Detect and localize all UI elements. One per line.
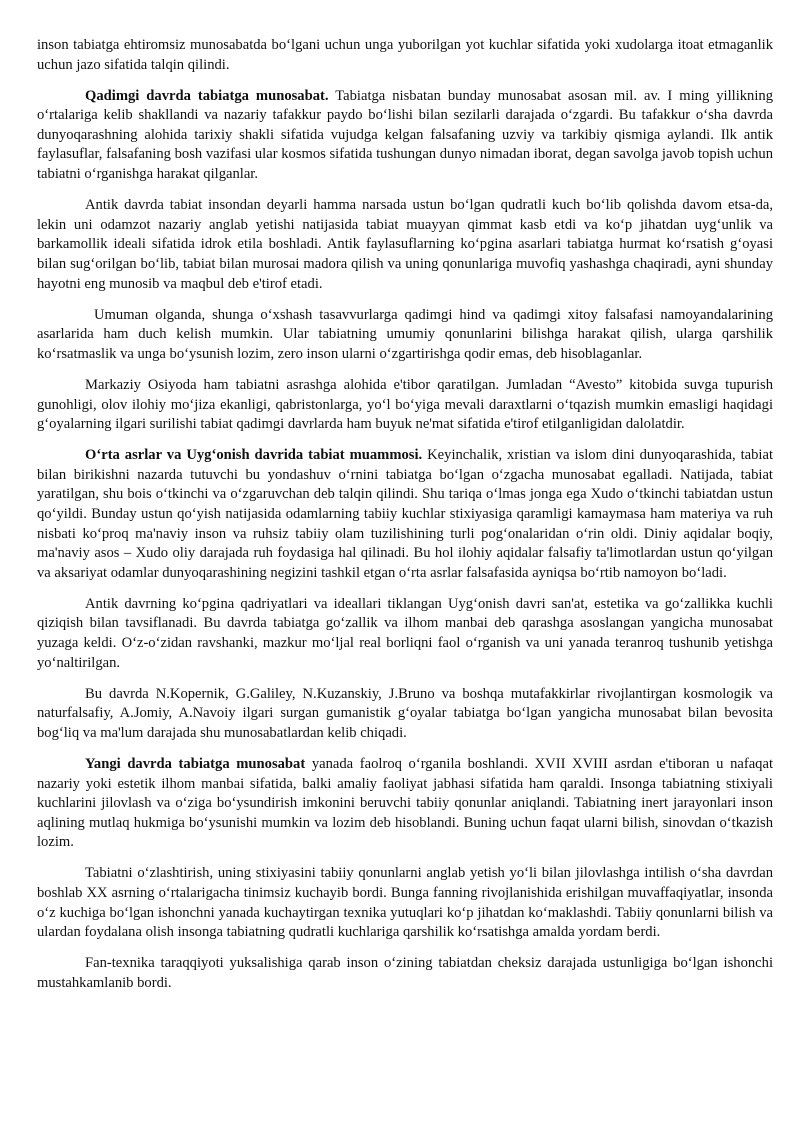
paragraph-10-text: Tabiatni o‘zlashtirish, uning stixiyasini tabiiy qonunlarni anglab yetish yo‘li bilan jilovlashga intilish o‘sha davrdan boshlab XX asrning o‘rtalarigacha tinimsiz kuchayib bordi. Bunga fanning rivojlanishida erishilgan muvaffaqiyatlar, insonda o‘z kuchiga bo‘lgan ishonchni yanada kuchaytirgan texnika yutuqlari ko‘p jihatdan ko‘maklashdi. Tabiiy qonunlarni bilish va ulardan foydalana olish insonga tabiatning qudratli kuchlariga qarshilik ko‘rsatishga amalda yordam berdi. — [37, 865, 773, 941]
paragraph-7-text: Antik davrning ko‘pgina qadriyatlari va ideallari tiklangan Uyg‘onish davri san'at, estetika va go‘zallikka kuchli qiziqish bilan tavsiflanadi. Bu davrda tabiatga go‘zallik va ilhom manbai deb qarashga asoslangan yangicha munosabat yuzaga keldi. O‘z-o‘zidan ravshanki, mazkur mo‘ljal real borliqni faol o‘rganish va uni yanada teranroq tushunib yetishga yo‘naltirilgan. — [37, 595, 773, 671]
paragraph-11-text: Fan-texnika taraqqiyoti yuksalishiga qarab inson o‘zining tabiatdan cheksiz darajada ustunligiga bo‘lgan ishonchi mustahkamlanib bordi. — [37, 955, 773, 991]
paragraph-1-text: inson tabiatga ehtiromsiz munosabatda bo‘lgani uchun unga yuborilgan yot kuchlar sifatida yoki xudolarga itoat etmaganlik uchun jazo sifatida talqin qilindi. — [37, 37, 773, 73]
paragraph-1 — [37, 36, 773, 75]
paragraph-11 — [37, 954, 773, 993]
paragraph-8-text: Bu davrda N.Kopernik, G.Galiley, N.Kuzanskiy, J.Bruno va boshqa mutafakkirlar rivojlantirgan kosmologik va naturfalsafiy, A.Jomiy, A.Navoiy ilgari surgan gumanistik g‘oyalar tabiatga bo‘lgan yangicha munosabat bilan bevosita bog‘liq va ma'lum darajada shu munosabatlardan kelib chiqadi. — [37, 685, 773, 741]
paragraph-9 — [37, 755, 773, 853]
paragraph-6 — [37, 446, 773, 583]
paragraph-2 — [37, 87, 773, 185]
paragraph-7 — [37, 595, 773, 673]
section-heading-middle-ages: O‘rta asrlar va Uyg‘onish davrida tabiat muammosi. — [85, 447, 423, 464]
paragraph-3-text: Antik davrda tabiat insondan deyarli hamma narsada ustun bo‘lgan qudratli kuch bo‘lib qolishda davom etsa-da, lekin uni odamzot nazariy anglab yetishi natijasida tabiat muayyan qimmat kasb etdi va ko‘p jihatdan uyg‘unlik va barkamollik ideali sifatida idrok etila boshladi. Antik faylasuflarning ko‘pgina asarlari tabiatga hurmat ko‘rsatish g‘oyasi bilan sug‘orilgan bo‘lib, tabiat bilan murosai madora qilish va uning qonunlariga muvofiq yashashga chaqiradi, ayni shunday hayotni eng munosib va maqbul deb e'tirof etadi. — [37, 197, 773, 292]
paragraph-6-text: Keyinchalik, xristian va islom dini dunyoqarashida, tabiat bilan birikishni nazarda tutuvchi bu yondashuv o‘rnini tabiatga bo‘lgan o‘zgacha munosabat egalladi. Natijada, tabiat yaratilgan, shu bois o‘tkinchi va o‘zgaruvchan deb talqin qilindi. Shu tariqa o‘lmas jonga ega Xudo o‘tkinchi tabiatdan ustun qo‘yildi. Bunday ustun qo‘yish natijasida odamlarning tabiiy kuchlar stixiyasiga qaramligi kamaymasa ham materiya va ruh nisbati ko‘proq ma'naviy inson va ruhsiz tabiiy olam tuzilishining turli pog‘onalaridan o‘rin oldi. Diniy aqidalar boqiy, ma'naviy asos – Xudo oliy darajada ruh foydasiga hal qilinadi. Bu hol ilohiy aqidalar falsafiy ta'limotlardan ustun qo‘yilgan va aksariyat odamlar dunyoqarashining negizini tashkil etgan o‘rta asrlar falsafasida ayniqsa bo‘rtib namoyon bo‘ladi. — [37, 447, 773, 581]
paragraph-4-text: Umuman olganda, shunga o‘xshash tasavvurlarga qadimgi hind va qadimgi xitoy falsafasi namoyandalarining asarlarida ham duch kelish mumkin. Ular tabiatning umumiy qonunlarini bilishga harakat qilish, ularga qarshilik ko‘rsatmaslik va unga bo‘ysunish lozim, zero inson ularni o‘zgartirishga qodir emas, deb hisoblaganlar. — [37, 306, 773, 362]
paragraph-3 — [37, 196, 773, 294]
section-heading-ancient: Qadimgi davrda tabiatga munosabat. — [85, 87, 329, 104]
paragraph-9-text: yanada faolroq o‘rganila boshlandi. XVII XVIII asrdan e'tiboran u nafaqat nazariy yoki estetik ilhom manbai sifatida, balki amaliy faoliyat jabhasi sifatida ham qaraldi. Insonga tabiatning stixiyali kuchlarini jilovlash va o‘ziga bo‘ysundirish imkonini beruvchi tabiiy qonunlar aniqlandi. Tabiatning inert jarayonlari inson aqlining mutlaq hukmiga bo‘ysunishi mumkin va lozim deb hisoblandi. Buning uchun faqat ularni bilish, sinovdan o‘tkazish lozim. — [37, 756, 774, 851]
paragraph-8 — [37, 685, 773, 744]
paragraph-5-text: Markaziy Osiyoda ham tabiatni asrashga alohida e'tibor qaratilgan. Jumladan “Avesto” kitobida suvga tupurish gunohligi, olov ilohiy mo‘jiza ekanligi, qabristonlarga, yo‘l bo‘yiga mevali daraxtlarni o‘tqazish mumkin emasligi haqidagi g‘oyalarning ilgari surilishi tabiat qadimgi davrlarda ham buyuk ne'mat sifatida e'tirof etilganligidan dalolatdir. — [37, 376, 773, 433]
paragraph-4 — [37, 306, 773, 365]
paragraph-10 — [37, 864, 773, 942]
paragraph-5 — [37, 376, 773, 435]
paragraph-2-text: Tabiatga nisbatan bunday munosabat asosan mil. av. I ming yillikning o‘rtalariga kelib shakllandi va nazariy tafakkur paydo bo‘lishi bilan sezilarli darajada o‘zgardi. Bu tafakkur o‘sha davrda dunyoqarashning alohida tarixiy shakli sifatida vujudga kelgan falsafaning uzviy va tarkibiy qismiga aylandi. Ilk antik faylasuflar, falsafaning bosh vazifasi ular kosmos sifatida tushungan dunyo nimadan iborat, degan savolga javob topish uchun tabiatni o‘rganishga harakat qilganlar. — [37, 87, 773, 183]
section-heading-modern: Yangi davrda tabiatga munosabat — [85, 756, 306, 772]
